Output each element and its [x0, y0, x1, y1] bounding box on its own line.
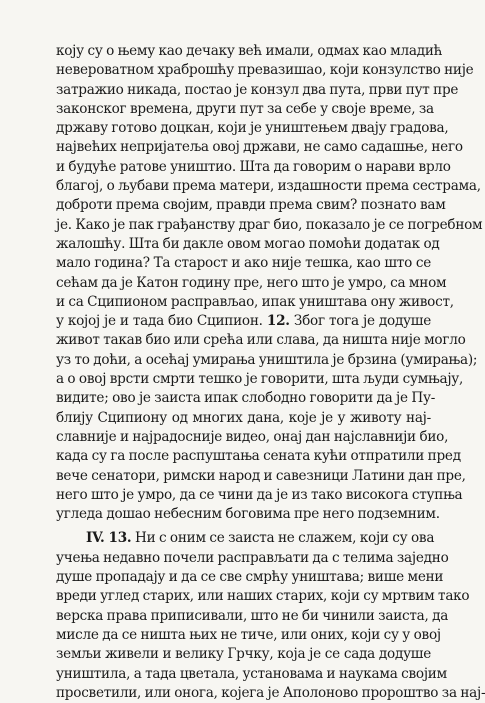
- text-line: благој, о љубави према матери, издашности према сестрама,: [56, 178, 481, 195]
- paragraph-2: [56, 529, 485, 703]
- text-line: када су га после распуштања сената кући отпратили пред: [56, 448, 461, 465]
- text-line: угледа дошао небесним боговима пре него подземним.: [56, 506, 440, 523]
- text-run: у којој је и тада био Сципион.: [56, 313, 263, 330]
- text-line: него што је умро, да се чини да је из тако високога ступња: [56, 486, 463, 503]
- text-line: а о овој врсти смрти тешко је говорити, шта људи сумњају,: [56, 371, 464, 388]
- text-line: невероватном храброшћу превазишао, који конзулство није: [56, 62, 474, 79]
- text-line: верска права приписивали, што не би чинили заиста, да: [56, 607, 449, 624]
- text-run: Због тога је додуше: [293, 313, 431, 330]
- text-line: земљи живели и велику Грчку, која је се сада додуше: [56, 646, 431, 663]
- text-line: учења недавно почели расправљати да с телима заједно: [56, 549, 449, 566]
- text-line: уништила, а тада цветала, установама и наукама својим: [56, 665, 447, 682]
- section-number-12: 12.: [266, 313, 290, 330]
- text-line: видите; ово је заиста ипак слободно говорити да је Пу-: [56, 390, 436, 407]
- text-line-with-section: [56, 529, 435, 548]
- text-line: сећам да је Катон годину пре, него што је умро, са мном: [56, 274, 447, 291]
- text-line: блију Сципиону од многих дана, које је у животу нај-: [56, 409, 431, 426]
- text-line: просветили, или онога, којега је Аполоново пророштво за нај-: [56, 684, 485, 701]
- text-line: је. Како је пак грађанству драг био, показало је се погребном: [56, 216, 483, 233]
- text-run: Ни с оним се заиста не слажем, који су ова: [134, 530, 435, 547]
- text-line-with-section: [56, 312, 431, 331]
- text-line: државу готово доцкан, који је уништењем двају градова,: [56, 120, 449, 137]
- text-line: затражио никада, постао је конзул два пута, први пут пре: [56, 81, 459, 98]
- text-line: вреди углед старих, или наших старих, који су мртвим тако: [56, 588, 470, 605]
- text-line: живот такав био или срећа или слава, да ништа није могло: [56, 332, 466, 349]
- text-line: коју су о њему као дечаку већ имали, одмах као младић: [56, 43, 443, 59]
- text-line: жалошћу. Шта би дакле овом могао помоћи додатак од: [56, 235, 440, 252]
- text-line: душе пропадају и да се све смрћу уништава; више мени: [56, 569, 444, 586]
- section-number-iv-13: IV. 13.: [86, 530, 132, 547]
- text-line: вече сенатори, римски народ и савезници Латини дан пре,: [56, 467, 466, 484]
- text-line: и са Сципионом расправљао, ипак уништава ону живост,: [56, 293, 454, 310]
- text-line: највећих непријатеља овој држави, не само садашње, него: [56, 139, 463, 156]
- text-line: доброти према својим, правди према свим? познато вам: [56, 197, 446, 214]
- paragraph-1: [56, 42, 483, 524]
- text-line: законског времена, други пут за себе у своје време, за: [56, 100, 434, 117]
- text-line: мисле да се ништа њих не тиче, или оних, који су у овој: [56, 626, 441, 643]
- text-line: славније и најрадосније видео, онај дан најславнији био,: [56, 428, 449, 445]
- text-line: и будуће ратове уништио. Шта да говорим о нарави врло: [56, 158, 451, 175]
- text-line: мало година? Та старост и ако није тешка, као што се: [56, 255, 431, 272]
- text-line: уз то доћи, а осећај умирања уништила је брзина (умирања);: [56, 351, 478, 368]
